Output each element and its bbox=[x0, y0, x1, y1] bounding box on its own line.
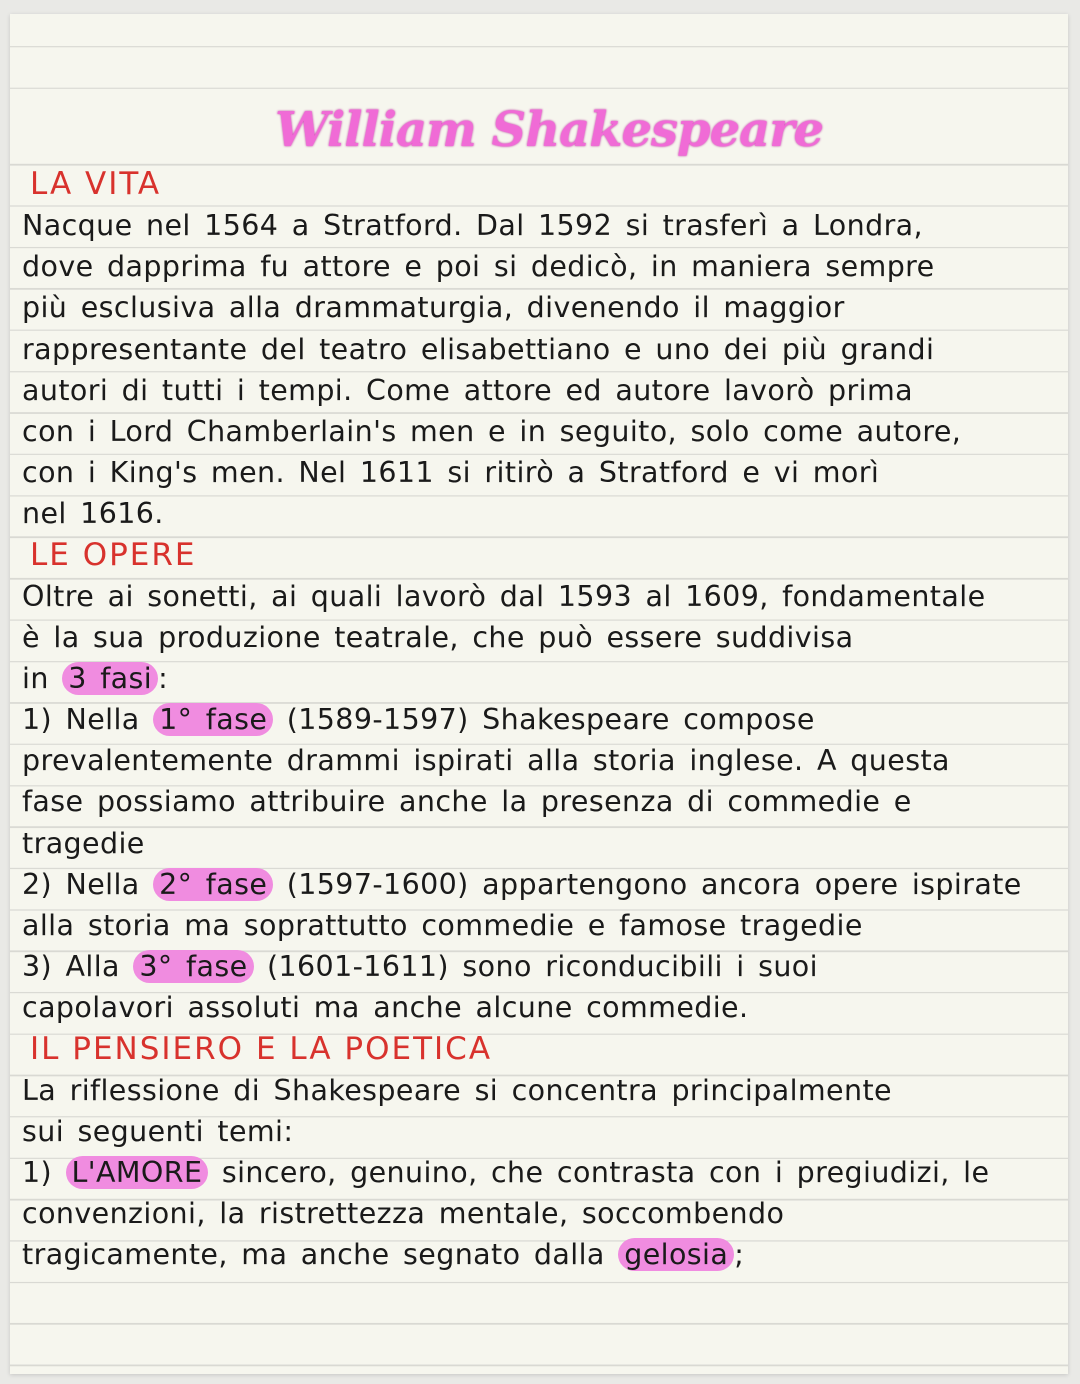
text-line: convenzioni, la ristrettezza mentale, soccombendo bbox=[22, 1197, 785, 1231]
section-pensiero-text bbox=[22, 1070, 1052, 1276]
text-line: nel 1616. bbox=[22, 497, 164, 531]
text-fragment: ; bbox=[734, 1238, 745, 1272]
text-line: autori di tutti i tempi. Come attore ed autore lavorò prima bbox=[22, 373, 914, 407]
text-line: più esclusiva alla drammaturgia, divenendo il maggior bbox=[22, 291, 845, 325]
text-line: rappresentante del teatro elisabettiano e uno dei più grandi bbox=[22, 332, 935, 366]
highlight-fase-1: 1° fase bbox=[153, 703, 273, 736]
text-line bbox=[22, 1152, 1052, 1193]
section-heading-pensiero: IL PENSIERO E LA POETICA bbox=[30, 1030, 493, 1067]
section-heading-opere: LE OPERE bbox=[30, 536, 197, 573]
section-vita-text bbox=[22, 205, 1052, 535]
notes-content bbox=[22, 164, 1052, 1276]
text-line: con i King's men. Nel 1611 si ritirò a Stratford e vi morì bbox=[22, 456, 880, 490]
text-line: La riflessione di Shakespeare si concentra principalmente bbox=[22, 1073, 892, 1107]
text-fragment: (1597-1600) appartengono ancora opere ispirate bbox=[273, 867, 1022, 901]
text-line: è la sua produzione teatrale, che può essere suddivisa bbox=[22, 620, 854, 654]
highlight-gelosia: gelosia bbox=[618, 1238, 734, 1271]
text-line: alla storia ma soprattutto commedie e famose tragedie bbox=[22, 909, 863, 942]
highlight-3-fasi: 3 fasi bbox=[62, 662, 158, 695]
text-fragment: (1601-1611) sono riconducibili i suoi bbox=[253, 950, 818, 984]
text-line bbox=[22, 864, 1052, 905]
text-fragment: 1) Nella bbox=[22, 703, 154, 737]
highlight-fase-3: 3° fase bbox=[133, 950, 253, 983]
text-line: prevalentemente drammi ispirati alla storia inglese. A questa bbox=[22, 744, 950, 778]
text-line: fase possiamo attribuire anche la presenza di commedie e bbox=[22, 785, 912, 819]
text-line: sui seguenti temi: bbox=[22, 1114, 294, 1148]
text-line bbox=[22, 658, 1052, 699]
text-fragment: (1589-1597) Shakespeare compose bbox=[273, 703, 815, 737]
text-fragment: tragicamente, ma anche segnato dalla bbox=[22, 1238, 619, 1272]
text-line: Oltre ai sonetti, ai quali lavorò dal 1593 al 1609, fondamentale bbox=[22, 579, 986, 613]
page-title bbox=[10, 102, 1068, 158]
text-line bbox=[22, 1234, 1052, 1275]
text-line: tragedie bbox=[22, 826, 145, 860]
text-fragment: in bbox=[22, 661, 63, 695]
section-opere-text bbox=[22, 576, 1052, 1029]
text-fragment: 2) Nella bbox=[22, 867, 154, 901]
text-line bbox=[22, 699, 1052, 740]
page-title-text: William Shakespeare bbox=[274, 102, 824, 158]
text-line: con i Lord Chamberlain's men e in seguito, solo come autore, bbox=[22, 414, 962, 448]
highlight-amore: L'AMORE bbox=[66, 1156, 209, 1189]
text-fragment: : bbox=[158, 661, 169, 695]
text-line: capolavori assoluti ma anche alcune commedie. bbox=[22, 991, 749, 1025]
highlight-fase-2: 2° fase bbox=[153, 868, 273, 901]
text-line: dove dapprima fu attore e poi si dedicò, in maniera sempre bbox=[22, 250, 935, 284]
text-fragment: 3) Alla bbox=[22, 950, 134, 984]
section-heading-vita: LA VITA bbox=[30, 166, 162, 202]
notebook-page bbox=[10, 14, 1068, 1374]
text-line bbox=[22, 946, 1052, 987]
text-fragment: sincero, genuino, che contrasta con i pregiudizi, le bbox=[208, 1155, 990, 1189]
text-line: Nacque nel 1564 a Stratford. Dal 1592 si trasferì a Londra, bbox=[22, 209, 924, 242]
text-fragment: 1) bbox=[22, 1155, 66, 1189]
